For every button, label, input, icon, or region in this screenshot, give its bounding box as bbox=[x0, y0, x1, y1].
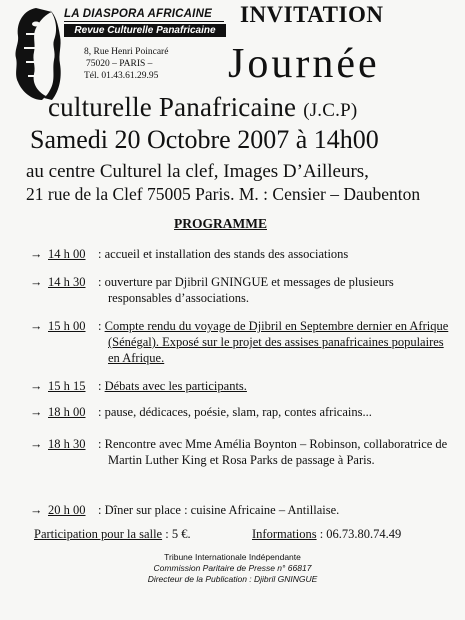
item-time: 18 h 00 bbox=[48, 405, 86, 419]
item-sep: : bbox=[98, 319, 102, 333]
arrow-icon: → bbox=[30, 247, 43, 261]
item-desc-text: Dîner sur place : cuisine Africaine – Antillaise. bbox=[104, 503, 340, 517]
footer-commission: Commission Paritaire de Presse n° 66817 bbox=[153, 563, 312, 573]
information-contact bbox=[252, 527, 401, 542]
item-sep: : bbox=[98, 405, 102, 419]
item-desc-text: ouverture par Djibril GNINGUE et messages de plusieurs responsables d’associations. bbox=[104, 275, 394, 305]
event-subtitle bbox=[48, 92, 357, 123]
footer-director: Directeur de la Publication : Djibril GNINGUE bbox=[147, 574, 318, 584]
subtitle-text: culturelle Panafricaine bbox=[48, 92, 297, 122]
arrow-icon: → bbox=[30, 379, 43, 393]
participation-value: : 5 €. bbox=[162, 527, 191, 541]
item-time: 20 h 00 bbox=[48, 503, 86, 517]
address-line: 75020 – PARIS – bbox=[86, 59, 153, 69]
event-address: 21 rue de la Clef 75005 Paris. M. : Censier – Daubenton bbox=[26, 184, 421, 204]
publication-footer bbox=[0, 552, 465, 585]
org-address bbox=[84, 46, 168, 82]
item-time: 15 h 00 bbox=[48, 319, 86, 333]
footer-publication: Tribune Internationale Indépendante bbox=[164, 552, 301, 562]
participation-fee bbox=[34, 527, 191, 542]
informations-label: Informations bbox=[252, 527, 317, 541]
item-sep: : bbox=[98, 247, 102, 261]
subtitle-abbr: (J.C.P) bbox=[303, 100, 358, 121]
item-desc-text: accueil et installation des stands des associations bbox=[104, 247, 349, 261]
african-face-logo-icon bbox=[6, 4, 64, 104]
item-desc bbox=[98, 246, 453, 262]
arrow-icon: → bbox=[30, 319, 43, 333]
item-desc-text: Compte rendu du voyage de Djibril en Septembre dernier en Afrique (Sénégal). Exposé sur le projet des assises panafricaines populaires en Afrique. bbox=[104, 319, 449, 365]
item-desc bbox=[98, 274, 453, 306]
item-sep: : bbox=[98, 437, 102, 451]
item-sep: : bbox=[98, 379, 102, 393]
address-line: Tél. 01.43.61.29.95 bbox=[84, 71, 159, 81]
item-desc bbox=[98, 502, 453, 518]
item-time: 14 h 30 bbox=[48, 275, 86, 289]
invitation-heading: INVITATION bbox=[240, 2, 384, 27]
item-time: 15 h 15 bbox=[48, 379, 86, 393]
arrow-icon: → bbox=[30, 503, 43, 517]
item-desc-text: Rencontre avec Mme Amélia Boynton – Robinson, collaboratrice de Martin Luther King et Rosa Parks de passage à Paris. bbox=[104, 437, 448, 467]
item-sep: : bbox=[98, 275, 102, 289]
item-desc bbox=[98, 378, 453, 394]
arrow-icon: → bbox=[30, 275, 43, 289]
informations-phone: : 06.73.80.74.49 bbox=[316, 527, 402, 541]
event-date: Samedi 20 Octobre 2007 à 14h00 bbox=[30, 125, 379, 154]
item-sep: : bbox=[98, 503, 102, 517]
programme-heading: PROGRAMME bbox=[174, 216, 267, 231]
org-name: LA DIASPORA AFRICAINE bbox=[64, 8, 224, 22]
item-desc-text: pause, dédicaces, poésie, slam, rap, contes africains... bbox=[104, 405, 372, 419]
item-desc-text: Débats avec les participants. bbox=[104, 379, 247, 393]
item-time: 14 h 00 bbox=[48, 247, 86, 261]
arrow-icon: → bbox=[30, 405, 43, 419]
journee-title: Journée bbox=[228, 41, 380, 87]
item-desc bbox=[98, 404, 453, 420]
item-time: 18 h 30 bbox=[48, 437, 86, 451]
arrow-icon: → bbox=[30, 437, 43, 451]
address-line: 8, Rue Henri Poincaré bbox=[84, 47, 169, 57]
item-desc bbox=[98, 318, 453, 366]
participation-label: Participation pour la salle bbox=[34, 527, 163, 541]
item-desc bbox=[98, 436, 453, 468]
event-venue: au centre Culturel la clef, Images D’Ailleurs, bbox=[26, 161, 369, 182]
org-subtitle: Revue Culturelle Panafricaine bbox=[64, 24, 226, 37]
